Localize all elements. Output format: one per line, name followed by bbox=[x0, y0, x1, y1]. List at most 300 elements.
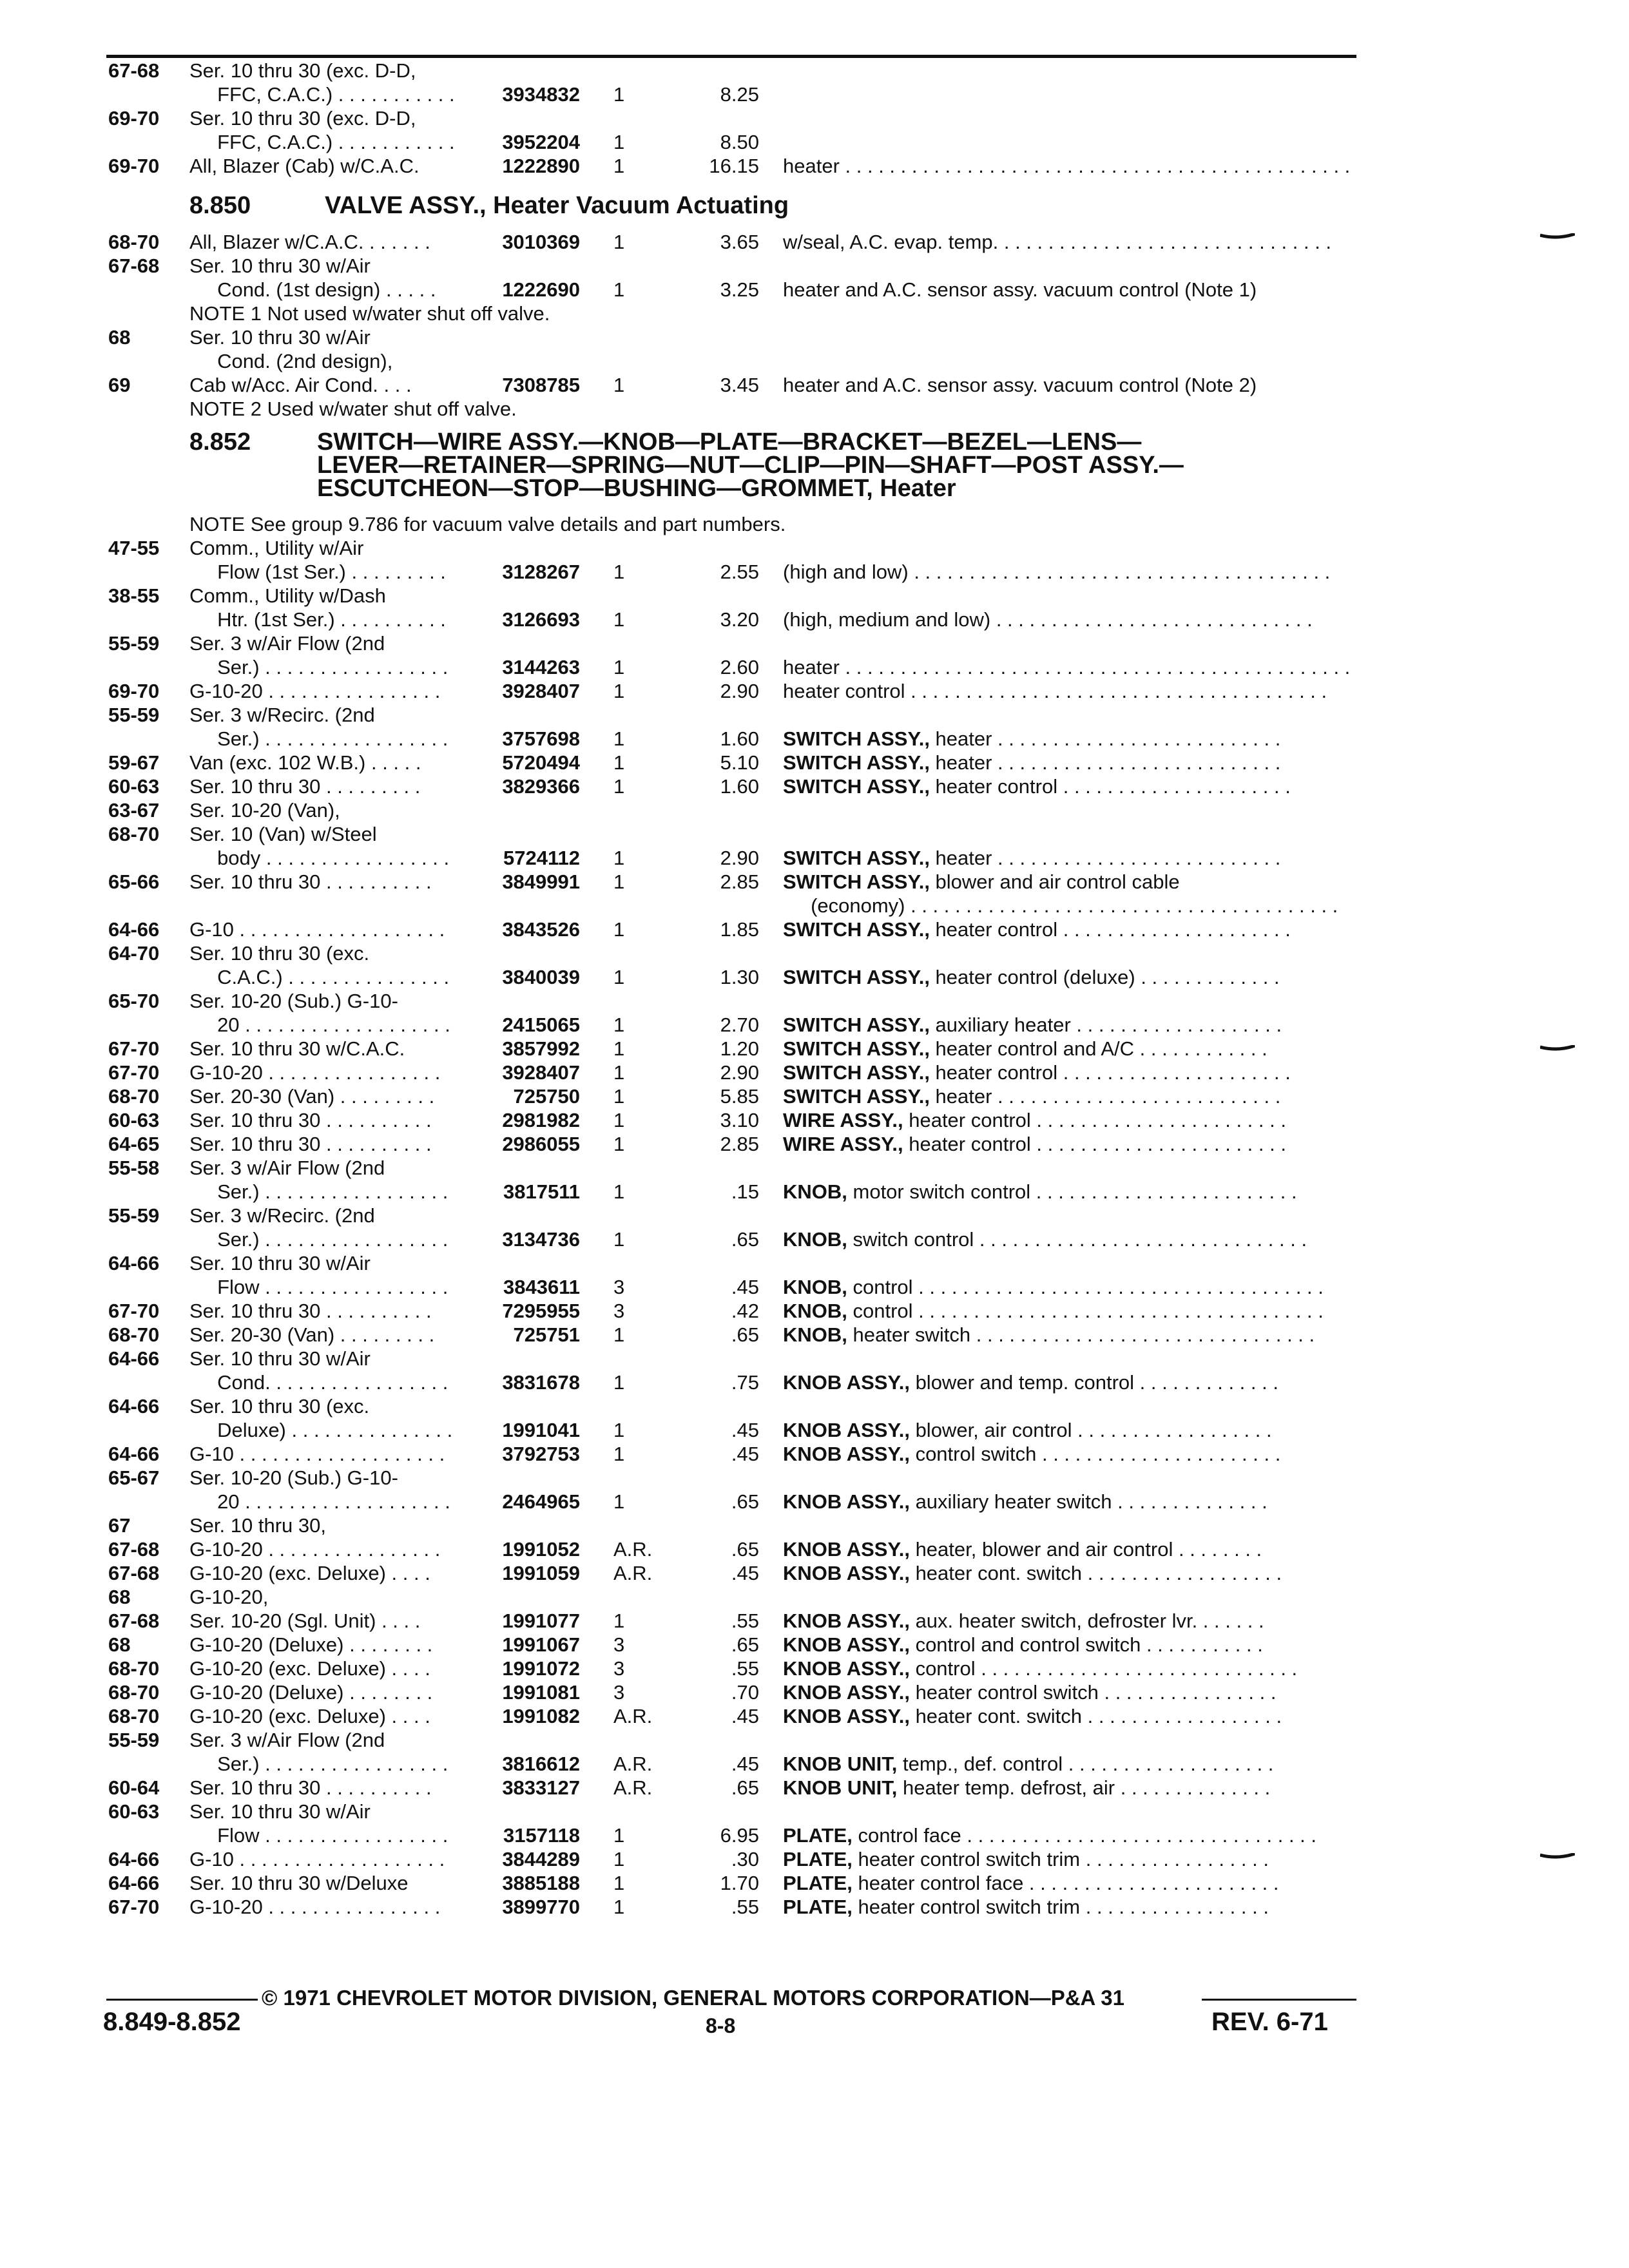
description-text: control . . . . . . . . . . . . . . . . . . . . . . . . . . . . . . . . . . . . . bbox=[847, 1300, 1324, 1322]
description-item: KNOB UNIT, bbox=[783, 1776, 898, 1799]
price: 2.60 bbox=[720, 656, 759, 678]
parts-row bbox=[0, 584, 1629, 608]
part-number: 3792753 bbox=[502, 1443, 580, 1465]
part-number: 3157118 bbox=[503, 1824, 580, 1847]
model-years: 68-70 bbox=[108, 1085, 160, 1108]
application: G-10 . . . . . . . . . . . . . . . . . . . bbox=[189, 1848, 445, 1870]
description bbox=[783, 1872, 1279, 1895]
description bbox=[783, 680, 1327, 703]
description-item: KNOB ASSY., bbox=[783, 1657, 910, 1680]
description-text: heater control (deluxe) . . . . . . . . . . . . . bbox=[929, 966, 1280, 988]
section-title-line: ESCUTCHEON—STOP—BUSHING—GROMMET, Heater bbox=[317, 475, 956, 502]
model-years: 64-66 bbox=[108, 1347, 160, 1370]
model-years: 55-59 bbox=[108, 1729, 160, 1751]
quantity: 1 bbox=[613, 561, 625, 583]
application: C.A.C.) . . . . . . . . . . . . . . . bbox=[189, 966, 450, 988]
application: Cab w/Acc. Air Cond. . . . bbox=[189, 374, 412, 396]
parts-row bbox=[0, 1109, 1629, 1132]
parts-row bbox=[0, 1300, 1629, 1323]
price: 1.20 bbox=[720, 1037, 759, 1060]
parts-row bbox=[0, 1133, 1629, 1156]
section-title-8852-line2 bbox=[317, 454, 1184, 477]
model-years: 68-70 bbox=[108, 1323, 160, 1346]
footer-revision: REV. 6-71 bbox=[1211, 2008, 1328, 2036]
model-years: 60-63 bbox=[108, 775, 160, 798]
description-text: control face . . . . . . . . . . . . . . . . . . . . . . . . . . . . . . . . bbox=[852, 1824, 1317, 1847]
part-number: 3010369 bbox=[502, 231, 580, 253]
application: Ser. 3 w/Recirc. (2nd bbox=[189, 1204, 375, 1227]
application: Ser. 10 thru 30, bbox=[189, 1514, 326, 1537]
footer-copyright: © 1971 CHEVROLET MOTOR DIVISION, GENERAL MOTORS CORPORATION—P&A 31 bbox=[262, 1986, 1125, 2010]
description-item: KNOB, bbox=[783, 1228, 847, 1251]
price: 3.20 bbox=[720, 608, 759, 631]
price: .75 bbox=[731, 1371, 759, 1394]
parts-row bbox=[0, 894, 1629, 918]
description bbox=[783, 1896, 1269, 1919]
application: G-10-20 . . . . . . . . . . . . . . . . bbox=[189, 680, 441, 702]
parts-row bbox=[0, 107, 1629, 130]
description-item: KNOB, bbox=[783, 1300, 847, 1322]
description bbox=[783, 155, 1350, 178]
model-years: 55-58 bbox=[108, 1157, 160, 1179]
description-text: heater switch . . . . . . . . . . . . . . . . . . . . . . . . . . . . . . . bbox=[847, 1323, 1315, 1346]
description-item: KNOB ASSY., bbox=[783, 1633, 910, 1656]
description-text: heater . . . . . . . . . . . . . . . . . . . . . . . . . . . . . . . . . . . . . . . . . . . . . . bbox=[783, 155, 1351, 177]
model-years: 67-68 bbox=[108, 1610, 160, 1632]
quantity: 3 bbox=[613, 1633, 625, 1656]
part-number: 1991052 bbox=[502, 1538, 580, 1561]
price: 5.10 bbox=[720, 751, 759, 774]
description bbox=[783, 727, 1280, 751]
price: .45 bbox=[731, 1753, 759, 1775]
application: Van (exc. 102 W.B.) . . . . . bbox=[189, 751, 421, 774]
price: 3.10 bbox=[720, 1109, 759, 1131]
description-text: heater and A.C. sensor assy. vacuum control (Note 1) bbox=[783, 278, 1257, 301]
quantity: 3 bbox=[613, 1681, 625, 1704]
quantity: A.R. bbox=[613, 1753, 653, 1775]
quantity: 1 bbox=[613, 1896, 625, 1918]
application: G-10-20 . . . . . . . . . . . . . . . . bbox=[189, 1896, 441, 1918]
part-number: 1991082 bbox=[502, 1705, 580, 1727]
parts-row bbox=[0, 1562, 1629, 1585]
parts-row bbox=[0, 1800, 1629, 1823]
parts-row bbox=[0, 704, 1629, 727]
model-years: 69-70 bbox=[108, 680, 160, 702]
parts-row bbox=[0, 1443, 1629, 1466]
application: Ser. 10 thru 30 w/Air bbox=[189, 255, 371, 277]
description-text: heater temp. defrost, air . . . . . . . . . . . . . . bbox=[897, 1776, 1271, 1799]
description bbox=[783, 1371, 1278, 1394]
margin-mark bbox=[1540, 233, 1575, 240]
footer-rule-left bbox=[106, 1999, 258, 2001]
parts-row bbox=[0, 632, 1629, 655]
price: .65 bbox=[731, 1228, 759, 1251]
description bbox=[783, 1061, 1291, 1084]
application: Ser. 10 thru 30 w/Air bbox=[189, 1347, 371, 1370]
description-text: heater control . . . . . . . . . . . . . . . . . . . . . . . bbox=[903, 1133, 1286, 1155]
description-item: KNOB, bbox=[783, 1323, 847, 1346]
price: 8.50 bbox=[720, 131, 759, 153]
parts-row bbox=[0, 823, 1629, 846]
description-text: heater . . . . . . . . . . . . . . . . . . . . . . . . . . bbox=[929, 1085, 1281, 1108]
application: Flow (1st Ser.) . . . . . . . . . bbox=[189, 561, 446, 583]
quantity: 1 bbox=[613, 1872, 625, 1894]
part-number: 3831678 bbox=[502, 1371, 580, 1394]
parts-row bbox=[0, 350, 1629, 373]
description-item: KNOB ASSY., bbox=[783, 1371, 910, 1394]
description-item: KNOB, bbox=[783, 1276, 847, 1298]
model-years: 67-68 bbox=[108, 1562, 160, 1584]
price: 2.90 bbox=[720, 1061, 759, 1084]
parts-row bbox=[0, 1276, 1629, 1299]
application: Ser. 10 thru 30 (exc. D-D, bbox=[189, 59, 416, 82]
model-years: 68-70 bbox=[108, 1681, 160, 1704]
parts-row bbox=[0, 398, 1629, 421]
price: .55 bbox=[731, 1657, 759, 1680]
description-item: PLATE, bbox=[783, 1872, 853, 1894]
description bbox=[783, 1490, 1268, 1514]
application: Ser.) . . . . . . . . . . . . . . . . . bbox=[189, 727, 448, 750]
section-heading-8852 bbox=[189, 430, 251, 454]
part-number: 5724112 bbox=[503, 847, 580, 869]
application: Ser. 10 thru 30 . . . . . . . . . . bbox=[189, 1109, 432, 1131]
description-item: KNOB ASSY., bbox=[783, 1610, 910, 1632]
description-text: control . . . . . . . . . . . . . . . . . . . . . . . . . . . . . . . . . . . . . bbox=[847, 1276, 1324, 1298]
part-number: 3934832 bbox=[502, 83, 580, 106]
part-number: 3817511 bbox=[503, 1180, 580, 1203]
parts-row bbox=[0, 1896, 1629, 1919]
quantity: 1 bbox=[613, 656, 625, 678]
price: 2.85 bbox=[720, 870, 759, 893]
application: G-10-20 (exc. Deluxe) . . . . bbox=[189, 1705, 430, 1727]
description-text: heater, blower and air control . . . . . . . . bbox=[909, 1538, 1262, 1561]
description-item: KNOB, bbox=[783, 1180, 847, 1203]
description bbox=[783, 1228, 1307, 1251]
description bbox=[783, 231, 1331, 254]
description-item: KNOB UNIT, bbox=[783, 1753, 898, 1775]
parts-row bbox=[0, 1180, 1629, 1204]
quantity: 1 bbox=[613, 1490, 625, 1513]
parts-row bbox=[0, 1323, 1629, 1347]
section-title-8852-line3 bbox=[317, 477, 956, 500]
part-number: 7308785 bbox=[502, 374, 580, 396]
application: G-10-20 (Deluxe) . . . . . . . . bbox=[189, 1681, 433, 1704]
description bbox=[783, 1419, 1272, 1442]
description bbox=[783, 966, 1280, 989]
quantity: 1 bbox=[613, 131, 625, 153]
application: Ser. 10 thru 30 w/Air bbox=[189, 1800, 371, 1823]
parts-row bbox=[0, 942, 1629, 965]
parts-row bbox=[0, 990, 1629, 1013]
part-number: 3128267 bbox=[502, 561, 580, 583]
quantity: 1 bbox=[613, 727, 625, 750]
price: .15 bbox=[731, 1180, 759, 1203]
quantity: 1 bbox=[613, 1419, 625, 1441]
application: Ser. 20-30 (Van) . . . . . . . . . bbox=[189, 1085, 435, 1108]
group-note: NOTE See group 9.786 for vacuum valve details and part numbers. bbox=[189, 513, 786, 535]
part-number: 3134736 bbox=[502, 1228, 580, 1251]
description-item: SWITCH ASSY., bbox=[783, 870, 930, 893]
application: Ser. 10 thru 30 w/Air bbox=[189, 326, 371, 349]
application: Ser. 10 thru 30 . . . . . . . . . . bbox=[189, 1300, 432, 1322]
description-text: heater control . . . . . . . . . . . . . . . . . . . . . . . . . . . . . . . . . . . . . . bbox=[783, 680, 1327, 702]
parts-row bbox=[0, 131, 1629, 154]
description-text: heater control face . . . . . . . . . . . . . . . . . . . . . . . bbox=[852, 1872, 1279, 1894]
model-years: 64-66 bbox=[108, 1395, 160, 1418]
description-item: SWITCH ASSY., bbox=[783, 727, 930, 750]
parts-row bbox=[0, 656, 1629, 679]
description-text: control switch . . . . . . . . . . . . . . . . . . . . . . bbox=[909, 1443, 1281, 1465]
description-item: KNOB ASSY., bbox=[783, 1681, 910, 1704]
footer-section-range: 8.849-8.852 bbox=[103, 2008, 241, 2036]
description-item: SWITCH ASSY., bbox=[783, 775, 930, 798]
model-years: 64-66 bbox=[108, 918, 160, 941]
section-heading-8850 bbox=[189, 191, 789, 220]
price: 1.30 bbox=[720, 966, 759, 988]
model-years: 64-66 bbox=[108, 1872, 160, 1894]
description-item: KNOB ASSY., bbox=[783, 1419, 910, 1441]
part-number: 3857992 bbox=[502, 1037, 580, 1060]
description bbox=[783, 1323, 1315, 1347]
parts-row bbox=[0, 1848, 1629, 1871]
description-text: heater control and A/C . . . . . . . . . . . . bbox=[929, 1037, 1268, 1060]
model-years: 64-66 bbox=[108, 1443, 160, 1465]
description bbox=[783, 1705, 1282, 1728]
quantity: 1 bbox=[613, 1848, 625, 1870]
description-item: KNOB ASSY., bbox=[783, 1490, 910, 1513]
parts-row bbox=[0, 680, 1629, 703]
parts-row bbox=[0, 1037, 1629, 1061]
description bbox=[783, 1300, 1324, 1323]
description bbox=[783, 1657, 1297, 1680]
part-number: 3816612 bbox=[502, 1753, 580, 1775]
model-years: 68 bbox=[108, 326, 131, 349]
price: 1.70 bbox=[720, 1872, 759, 1894]
description-text: heater cont. switch . . . . . . . . . . . . . . . . . . bbox=[909, 1562, 1282, 1584]
description-item: SWITCH ASSY., bbox=[783, 1037, 930, 1060]
application: Ser. 10 thru 30 (exc. bbox=[189, 942, 370, 965]
parts-row bbox=[0, 326, 1629, 349]
application: Ser. 10-20 (Van), bbox=[189, 799, 340, 822]
model-years: 38-55 bbox=[108, 584, 160, 607]
model-years: 68 bbox=[108, 1586, 131, 1608]
parts-row bbox=[0, 775, 1629, 798]
quantity: 1 bbox=[613, 608, 625, 631]
part-number: 3885188 bbox=[502, 1872, 580, 1894]
quantity: 1 bbox=[613, 1610, 625, 1632]
price: .45 bbox=[731, 1443, 759, 1465]
parts-row bbox=[0, 1657, 1629, 1680]
application: G-10 . . . . . . . . . . . . . . . . . . . bbox=[189, 918, 445, 941]
description-text: blower, air control . . . . . . . . . . . . . . . . . . bbox=[909, 1419, 1272, 1441]
application: Ser. 10 thru 30 w/C.A.C. bbox=[189, 1037, 405, 1060]
description-text: heater control switch trim . . . . . . . . . . . . . . . . . bbox=[852, 1848, 1269, 1870]
parts-row bbox=[0, 1872, 1629, 1895]
model-years: 67-70 bbox=[108, 1896, 160, 1918]
parts-row bbox=[0, 1061, 1629, 1084]
description bbox=[783, 656, 1350, 679]
description-text: w/seal, A.C. evap. temp. . . . . . . . . . . . . . . . . . . . . . . . . . . . . . . bbox=[783, 231, 1332, 253]
model-years: 67-68 bbox=[108, 59, 160, 82]
quantity: 1 bbox=[613, 1228, 625, 1251]
application: Ser. 10 thru 30 (exc. D-D, bbox=[189, 107, 416, 130]
application: Ser. 10-20 (Sub.) G-10- bbox=[189, 990, 398, 1012]
description-text: heater control . . . . . . . . . . . . . . . . . . . . . bbox=[929, 775, 1291, 798]
parts-row bbox=[0, 727, 1629, 751]
description-text: heater cont. switch . . . . . . . . . . . . . . . . . . bbox=[909, 1705, 1282, 1727]
description bbox=[783, 1037, 1268, 1061]
part-number: 7295955 bbox=[502, 1300, 580, 1322]
quantity: 1 bbox=[613, 1037, 625, 1060]
price: .55 bbox=[731, 1896, 759, 1918]
price: .45 bbox=[731, 1276, 759, 1298]
parts-row bbox=[0, 608, 1629, 631]
quantity: A.R. bbox=[613, 1562, 653, 1584]
model-years: 67-70 bbox=[108, 1037, 160, 1060]
quantity: 1 bbox=[613, 1109, 625, 1131]
quantity: 1 bbox=[613, 751, 625, 774]
description-text: heater control switch trim . . . . . . . . . . . . . . . . . bbox=[852, 1896, 1269, 1918]
quantity: 1 bbox=[613, 1371, 625, 1394]
application: Ser. 10-20 (Sub.) G-10- bbox=[189, 1466, 398, 1489]
price: 2.90 bbox=[720, 680, 759, 702]
model-years: 67-70 bbox=[108, 1300, 160, 1322]
model-years: 68 bbox=[108, 1633, 131, 1656]
description bbox=[783, 608, 1313, 631]
parts-row bbox=[0, 1681, 1629, 1704]
model-years: 65-66 bbox=[108, 870, 160, 893]
description bbox=[783, 894, 1338, 918]
description bbox=[783, 847, 1280, 870]
quantity: 3 bbox=[613, 1276, 625, 1298]
description-text: heater . . . . . . . . . . . . . . . . . . . . . . . . . . bbox=[929, 847, 1281, 869]
part-number: 725751 bbox=[513, 1323, 580, 1346]
parts-row bbox=[0, 1252, 1629, 1275]
application: Ser. 10 thru 30 w/Deluxe bbox=[189, 1872, 409, 1894]
model-years: 60-63 bbox=[108, 1800, 160, 1823]
description bbox=[783, 1276, 1324, 1299]
application: Ser. 10 (Van) w/Steel bbox=[189, 823, 377, 845]
margin-mark bbox=[1540, 1045, 1575, 1052]
application: G-10-20 (exc. Deluxe) . . . . bbox=[189, 1657, 430, 1680]
quantity: 1 bbox=[613, 1061, 625, 1084]
parts-row bbox=[0, 1419, 1629, 1442]
quantity: 1 bbox=[613, 374, 625, 396]
quantity: A.R. bbox=[613, 1538, 653, 1561]
part-number: 725750 bbox=[513, 1085, 580, 1108]
description bbox=[783, 374, 1257, 397]
parts-row bbox=[0, 302, 1629, 325]
application: Comm., Utility w/Dash bbox=[189, 584, 386, 607]
quantity: 1 bbox=[613, 1443, 625, 1465]
quantity: 1 bbox=[613, 83, 625, 106]
description bbox=[783, 278, 1257, 302]
quantity: 1 bbox=[613, 1323, 625, 1346]
parts-row bbox=[0, 1705, 1629, 1728]
description bbox=[783, 1776, 1270, 1800]
part-number: 2986055 bbox=[502, 1133, 580, 1155]
description-text: (high, medium and low) . . . . . . . . . . . . . . . . . . . . . . . . . . . . . bbox=[783, 608, 1313, 631]
price: 1.60 bbox=[720, 727, 759, 750]
application: body . . . . . . . . . . . . . . . . . bbox=[189, 847, 450, 869]
price: 2.90 bbox=[720, 847, 759, 869]
description bbox=[783, 1014, 1282, 1037]
description-text: heater control . . . . . . . . . . . . . . . . . . . . . bbox=[929, 918, 1291, 941]
model-years: 68-70 bbox=[108, 823, 160, 845]
application: FFC, C.A.C.) . . . . . . . . . . . bbox=[189, 131, 455, 153]
quantity: 1 bbox=[613, 680, 625, 702]
model-years: 67-68 bbox=[108, 1538, 160, 1561]
quantity: 1 bbox=[613, 1014, 625, 1036]
quantity: 3 bbox=[613, 1657, 625, 1680]
parts-row bbox=[0, 751, 1629, 774]
description-item: KNOB ASSY., bbox=[783, 1562, 910, 1584]
description bbox=[783, 1443, 1280, 1466]
price: .45 bbox=[731, 1562, 759, 1584]
price: .45 bbox=[731, 1705, 759, 1727]
parts-row bbox=[0, 1610, 1629, 1633]
description-item: SWITCH ASSY., bbox=[783, 847, 930, 869]
model-years: 67 bbox=[108, 1514, 131, 1537]
application: Ser. 10 thru 30 . . . . . . . . . bbox=[189, 775, 421, 798]
description-text: blower and temp. control . . . . . . . . . . . . . bbox=[909, 1371, 1278, 1394]
quantity: 1 bbox=[613, 1085, 625, 1108]
parts-row bbox=[0, 1157, 1629, 1180]
description bbox=[783, 1753, 1273, 1776]
model-years: 59-67 bbox=[108, 751, 160, 774]
description-text: (economy) . . . . . . . . . . . . . . . . . . . . . . . . . . . . . . . . . . . . . . . bbox=[783, 894, 1338, 917]
description-text: motor switch control . . . . . . . . . . . . . . . . . . . . . . . . bbox=[847, 1180, 1297, 1203]
description-item: WIRE ASSY., bbox=[783, 1109, 903, 1131]
part-number: 2981982 bbox=[502, 1109, 580, 1131]
parts-row bbox=[0, 918, 1629, 941]
price: .45 bbox=[731, 1419, 759, 1441]
model-years: 65-67 bbox=[108, 1466, 160, 1489]
part-number: 1991041 bbox=[502, 1419, 580, 1441]
parts-row bbox=[0, 59, 1629, 82]
description-text: switch control . . . . . . . . . . . . . . . . . . . . . . . . . . . . . . bbox=[847, 1228, 1307, 1251]
price: 1.85 bbox=[720, 918, 759, 941]
application: Cond. (1st design) . . . . . bbox=[189, 278, 436, 301]
price: .65 bbox=[731, 1323, 759, 1346]
model-years: 67-70 bbox=[108, 1061, 160, 1084]
description-text: heater and A.C. sensor assy. vacuum control (Note 2) bbox=[783, 374, 1257, 396]
model-years: 69-70 bbox=[108, 155, 160, 177]
description bbox=[783, 1681, 1276, 1704]
price: .42 bbox=[731, 1300, 759, 1322]
section-number: 8.850 bbox=[189, 192, 251, 219]
model-years: 55-59 bbox=[108, 1204, 160, 1227]
parts-row bbox=[0, 231, 1629, 254]
part-number: 1991072 bbox=[502, 1657, 580, 1680]
parts-row bbox=[0, 1633, 1629, 1657]
parts-row bbox=[0, 1014, 1629, 1037]
quantity: A.R. bbox=[613, 1705, 653, 1727]
description-item: KNOB ASSY., bbox=[783, 1705, 910, 1727]
application: Ser. 10-20 (Sgl. Unit) . . . . bbox=[189, 1610, 421, 1632]
part-number: 3928407 bbox=[502, 1061, 580, 1084]
description-text: heater . . . . . . . . . . . . . . . . . . . . . . . . . . bbox=[929, 727, 1281, 750]
application: FFC, C.A.C.) . . . . . . . . . . . bbox=[189, 83, 455, 106]
part-number: 2464965 bbox=[502, 1490, 580, 1513]
parts-row bbox=[0, 966, 1629, 989]
quantity: 1 bbox=[613, 278, 625, 301]
parts-row bbox=[0, 155, 1629, 178]
parts-row bbox=[0, 847, 1629, 870]
description bbox=[783, 1610, 1264, 1633]
price: 2.85 bbox=[720, 1133, 759, 1155]
application: Htr. (1st Ser.) . . . . . . . . . . bbox=[189, 608, 446, 631]
